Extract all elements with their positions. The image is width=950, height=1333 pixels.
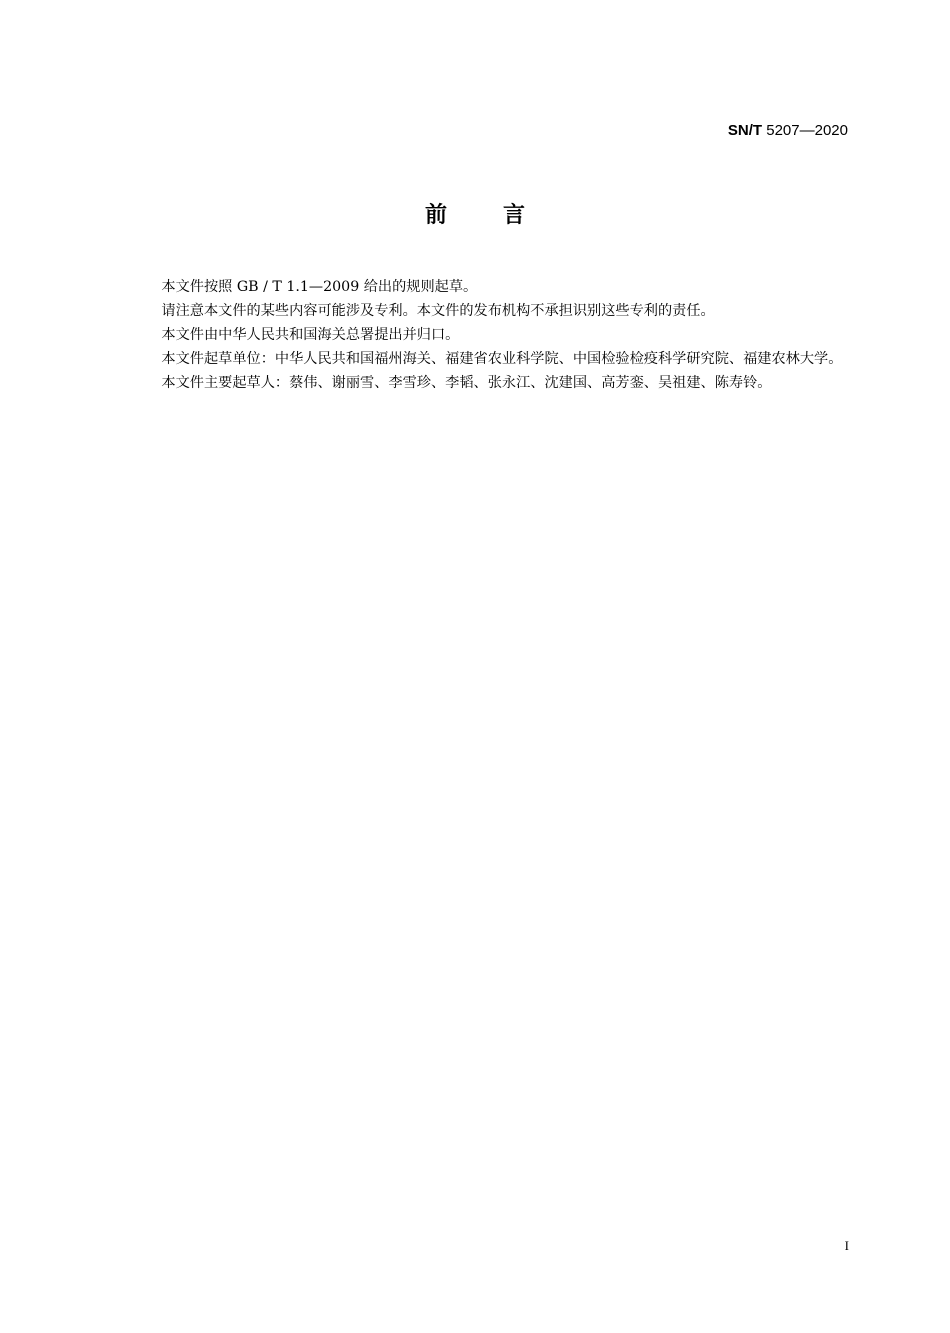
standard-prefix: SN/T [727, 122, 763, 139]
paragraph-proposer: 本文件由中华人民共和国海关总署提出并归口。 [161, 327, 460, 343]
paragraph-drafting-rules: 本文件按照 GB / T 1.1—2009 给出的规则起草。 [161, 279, 478, 295]
page-title: 前言 [424, 203, 581, 228]
page-number: I [844, 1238, 849, 1253]
standard-code: 5207—2020 [766, 122, 848, 139]
paragraph-drafting-units: 本文件起草单位：中华人民共和国福州海关、福建省农业科学院、中国检验检疫科学研究院、福建农林大学。 [161, 351, 843, 367]
paragraph-patent-notice: 请注意本文件的某些内容可能涉及专利。本文件的发布机构不承担识别这些专利的责任。 [161, 303, 715, 319]
foreword-body [133, 275, 851, 395]
paragraph-drafters: 本文件主要起草人：蔡伟、谢丽雪、李雪珍、李韬、张永江、沈建国、高芳銮、吴祖建、陈寿铃。 [161, 375, 772, 391]
standard-number [728, 121, 848, 141]
